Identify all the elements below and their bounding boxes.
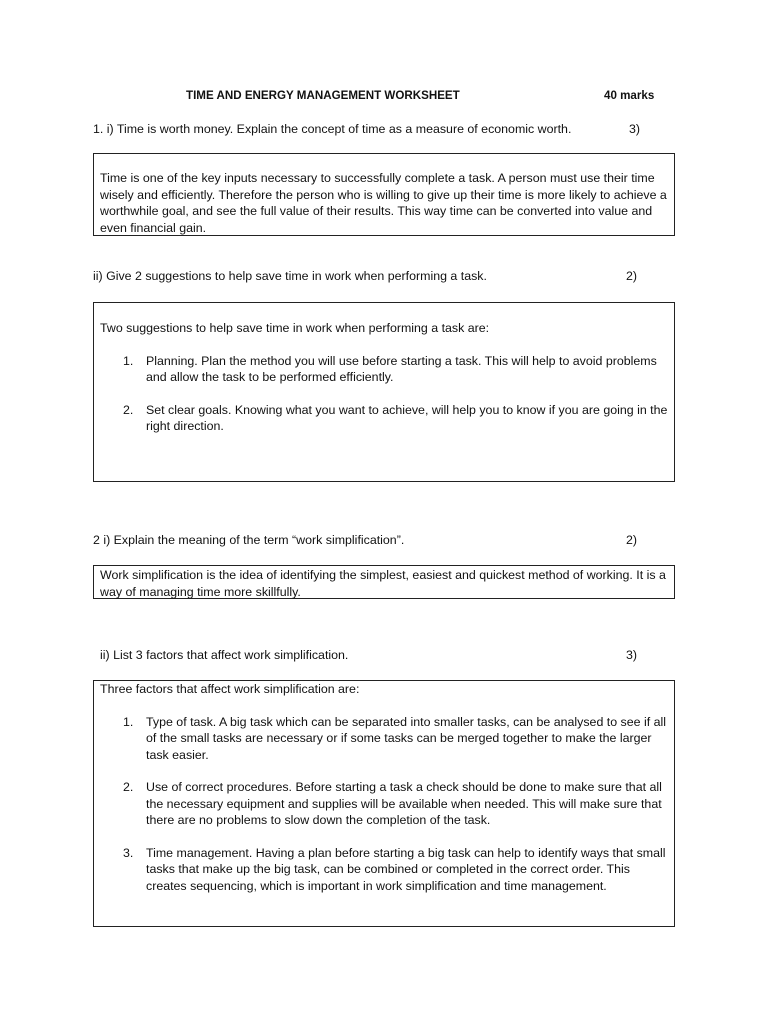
answer-2-i: Work simplification is the idea of identifying the simplest, easiest and quickest method of working. It is a way of managing time more skillfully. [100,568,666,599]
list-number: 2. [123,402,134,417]
answer-box-2-ii [93,680,675,927]
list-item [100,779,668,829]
list-item [100,402,668,435]
question-1-i-marks: 3) [629,122,641,136]
answer-box-1-ii [93,302,675,482]
answer-2-ii-list [100,714,668,895]
list-text: Use of correct procedures. Before starting a task a check should be done to make sure that all the necessary equipment and supplies will be available when needed. This will make sure that there are no problems to slow down the completion of the task. [146,780,662,827]
answer-1-ii-intro: Two suggestions to help save time in work when performing a task are: [100,321,490,335]
question-1-ii: ii) Give 2 suggestions to help save time in work when performing a task. [93,269,487,283]
total-marks: 40 marks [604,89,655,102]
list-number: 1. [123,714,134,729]
answer-box-2-i [93,565,675,599]
list-text: Type of task. A big task which can be separated into smaller tasks, can be analysed to see if all of the small tasks are necessary or if some tasks can be merged together to make the larger task easier. [146,714,667,762]
question-2-ii-marks: 3) [626,648,638,662]
question-2-i-marks: 2) [626,533,638,547]
answer-1-i: Time is one of the key inputs necessary to successfully complete a task. A person must use their time wisely and efficiently. Therefore the person who is willing to give up their time is more likely to achieve a worthwhile goal, and see the full value of their results. This way time can be converted into value and even financial gain. [100,171,667,235]
list-text: Time management. Having a plan before starting a big task can help to identify ways that small tasks that make up the big task, can be combined or completed in the correct order. This creates sequencing, which is important in work simplification and time management. [146,845,666,893]
answer-box-1-i [93,153,675,236]
worksheet-title: TIME AND ENERGY MANAGEMENT WORKSHEET [186,89,460,102]
question-1-ii-marks: 2) [626,269,638,283]
list-item [100,714,668,764]
list-item [100,353,668,386]
list-text: Planning. Plan the method you will use before starting a task. This will help to avoid problems and allow the task to be performed efficiently. [146,353,657,384]
answer-2-ii-intro: Three factors that affect work simplification are: [100,682,360,696]
list-text: Set clear goals. Knowing what you want to achieve, will help you to know if you are going in the right direction. [146,402,668,433]
question-1-i: 1. i) Time is worth money. Explain the concept of time as a measure of economic worth. [93,122,572,136]
list-number: 1. [123,353,134,368]
answer-1-ii-list [100,353,668,435]
list-number: 3. [123,845,134,860]
question-2-i: 2 i) Explain the meaning of the term “work simplification”. [93,533,405,547]
question-2-ii: ii) List 3 factors that affect work simplification. [100,648,349,662]
list-number: 2. [123,780,134,794]
list-item [100,845,668,895]
